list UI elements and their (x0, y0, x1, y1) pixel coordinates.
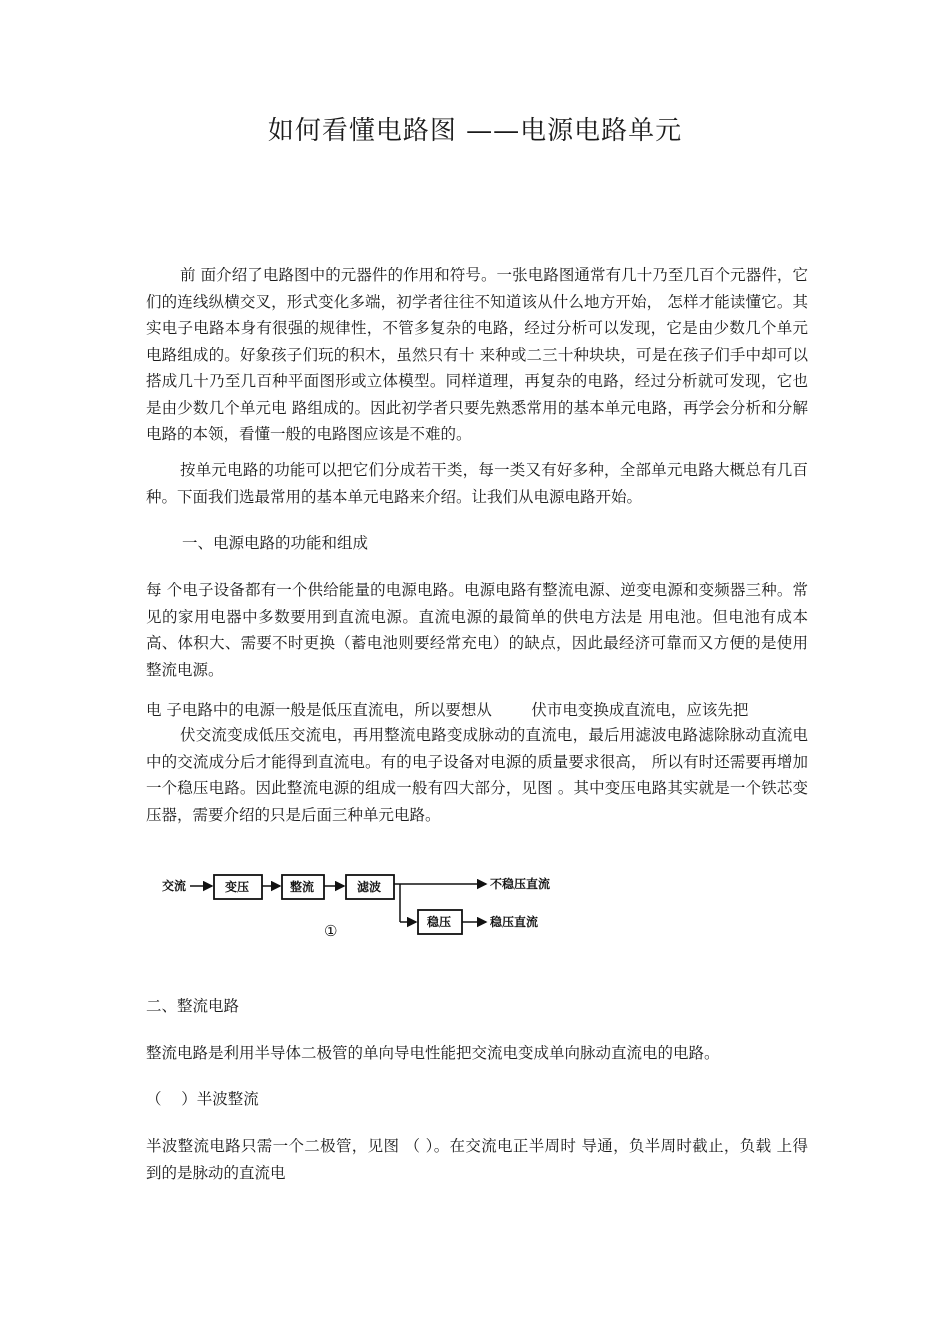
power-supply-block-diagram (150, 858, 570, 948)
section1-paragraph2: 伏交流变成低压交流电，再用整流电路变成脉动的直流电，最后用滤波电路滤除脉动直流电中的交流成分后才能得到直流电。有的电子设备对电源的质量要求很高， 所以有时还需要再增加一个稳压电路。因此整流电源的组成一般有四大部分，见图 。其中变压电路其实就是一个铁芯变压器，需要介绍的只是后面三种单元电路。 (146, 726, 808, 824)
regulator-label: 稳压 (427, 915, 452, 929)
input-label: 交流 (162, 879, 187, 893)
subsection1-paragraph1: 半波整流电路只需一个二极管，见图 （ ）。在交流电正半周时 导通，负半周时截止，负载 上得到的是脉动的直流电 (146, 1137, 808, 1182)
section2-heading: 二、整流电路 (146, 997, 240, 1015)
subsection1-heading: （ ）半波整流 (146, 1090, 259, 1108)
filter-label: 滤波 (357, 880, 382, 894)
regulated-output-label: 稳压直流 (490, 915, 539, 929)
section2-paragraph1: 整流电路是利用半导体二极管的单向导电性能把交流电变成单向脉动直流电的电路。 (146, 1044, 720, 1062)
section1-paragraph1: 每 个电子设备都有一个供给能量的电源电路。电源电路有整流电源、逆变电源和变频器三种。常见的家用电器中多数要用到直流电源。直流电源的最简单的供电方法是 用电池。但电池有成本高、体积大、需要不时更换（蓄电池则要经常充电）的缺点，因此最经济可靠而又方便的是使用整流电源。 (146, 581, 808, 679)
section1-paragraph2-line1: 电 子电路中的电源一般是低压直流电，所以要想从 伏市电变换成直流电，应该先把 (146, 701, 749, 719)
page-title: 如何看懂电路图 ——电源电路单元 (267, 116, 683, 146)
classify-paragraph: 按单元电路的功能可以把它们分成若干类，每一类又有好多种，全部单元电路大概总有几百种。下面我们选最常用的基本单元电路来介绍。让我们从电源电路开始。 (146, 461, 808, 506)
transformer-label: 变压 (225, 880, 250, 894)
intro-paragraph: 前 面介绍了电路图中的元器件的作用和符号。一张电路图通常有几十乃至几百个元器件，它们的连线纵横交叉，形式变化多端，初学者往往不知道该从什么地方开始， 怎样才能读懂它。其实电子电路本身有很强的规律性，不管多复杂的电路，经过分析可以发现，它是由少数几个单元电路组成的。好象孩子们玩的积木，虽然只有十 来种或二三十种块块，可是在孩子们手中却可以搭成几十乃至几百种平面图形或立体模型。同样道理，再复杂的电路，经过分析就可发现，它也是由少数几个单元电 路组成的。因此初学者只要先熟悉常用的基本单元电路，再学会分析和分解电路的本领，看懂一般的电路图应该是不难的。 (146, 266, 808, 443)
figure-number: ① (324, 922, 338, 940)
rectifier-label: 整流 (290, 880, 315, 894)
unregulated-output-label: 不稳压直流 (490, 877, 551, 891)
section1-heading: 一、电源电路的功能和组成 (182, 534, 369, 552)
